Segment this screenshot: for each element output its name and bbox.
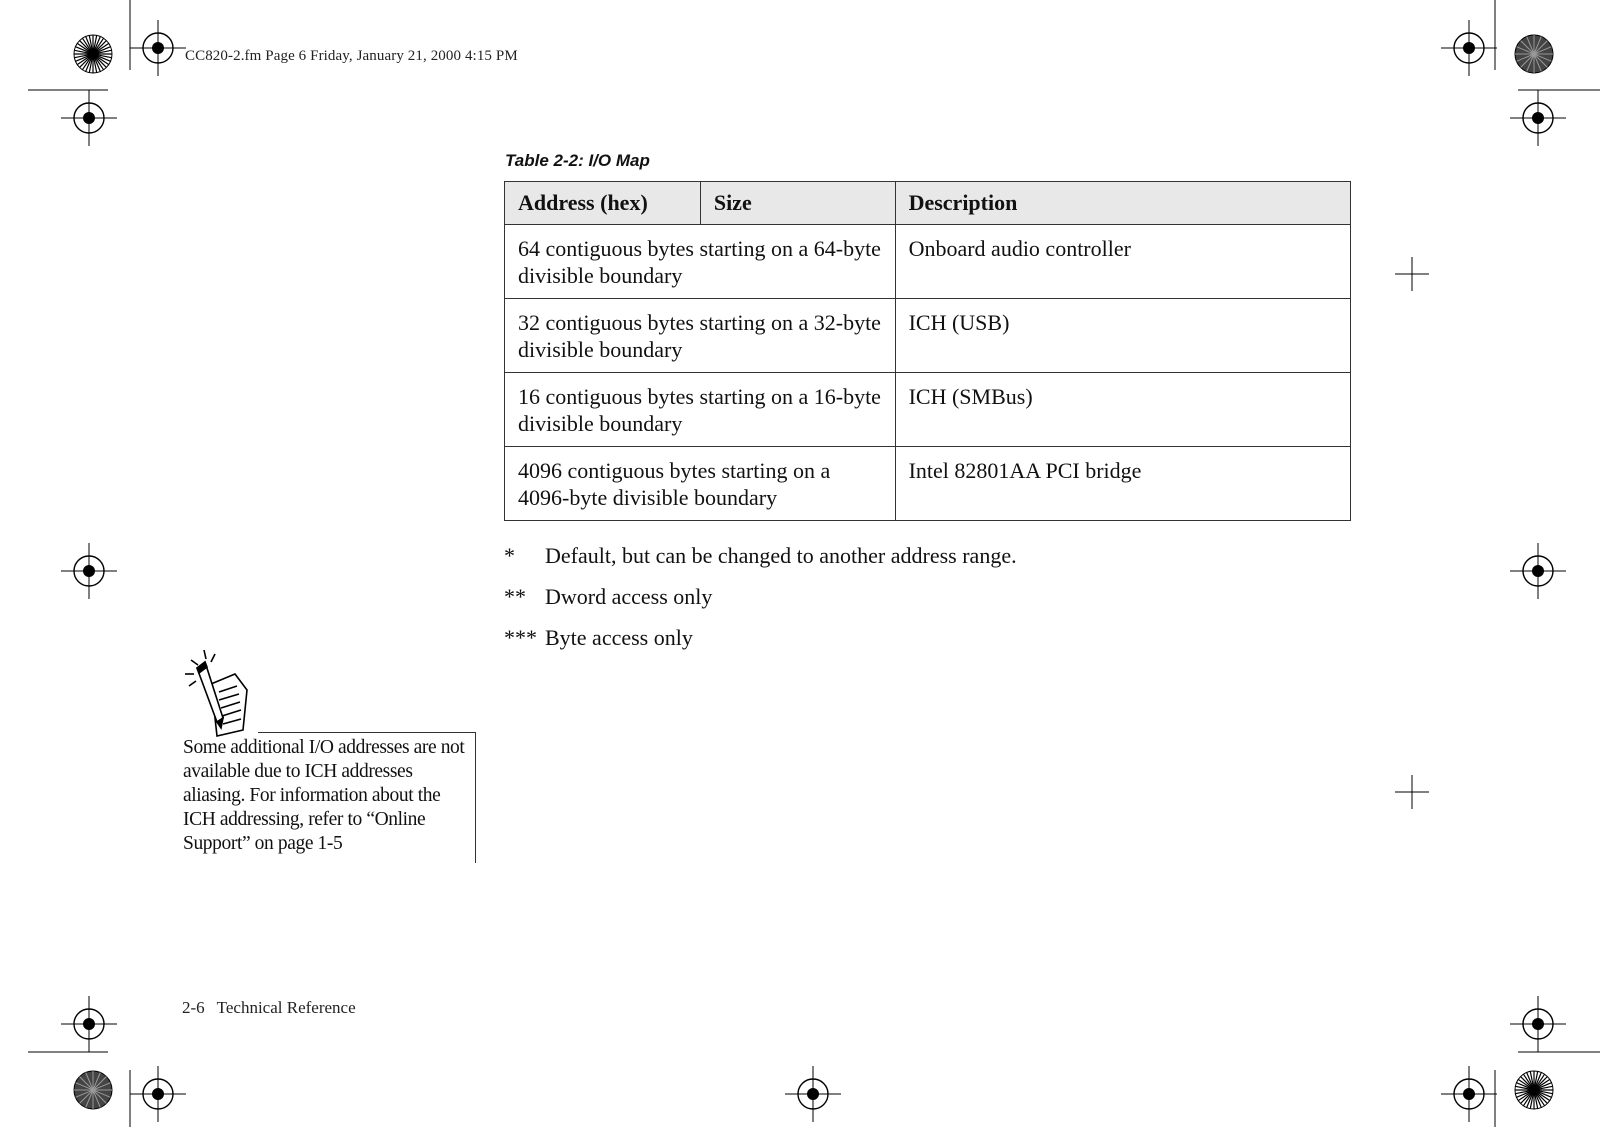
table-header-row [505,182,1351,225]
table-row [505,225,1351,299]
cell-description: Intel 82801AA PCI bridge [895,447,1350,521]
footnote [504,543,1017,569]
side-note-rule [258,732,476,733]
footnote-text: Byte access only [545,625,693,650]
page-footer [182,998,356,1018]
page-number: 2-6 [182,998,205,1017]
footnote-mark: *** [504,625,537,650]
cell-address-size: 16 contiguous bytes starting on a 16-byte divisible boundary [505,373,896,447]
footnote [504,584,712,610]
footnote [504,625,693,651]
footnote-mark: ** [504,584,526,609]
footnote-text: Dword access only [545,584,713,609]
footer-section-title: Technical Reference [216,998,356,1017]
cell-address-size: 64 contiguous bytes starting on a 64-byte divisible boundary [505,225,896,299]
note-pencil-icon [183,648,253,738]
cell-description: ICH (SMBus) [895,373,1350,447]
side-note-text: Some additional I/O addresses are not available due to ICH addresses aliasing. For information about the ICH addressing, refer to “Online Support” on page 1-5 [183,737,465,854]
table-row [505,299,1351,373]
footnote-text: Default, but can be changed to another address range. [545,543,1017,568]
cell-description: ICH (USB) [895,299,1350,373]
cell-address-size: 4096 contiguous bytes starting on a 4096-byte divisible boundary [505,447,896,521]
column-header-address: Address (hex) [505,182,701,225]
table-caption: Table 2-2: I/O Map [505,151,650,170]
side-note-rule [475,732,476,863]
io-map-table [504,181,1351,521]
file-info-header: CC820-2.fm Page 6 Friday, January 21, 2000 4:15 PM [185,48,518,64]
table-row [505,373,1351,447]
table-row [505,447,1351,521]
column-header-description: Description [895,182,1350,225]
cell-address-size: 32 contiguous bytes starting on a 32-byte divisible boundary [505,299,896,373]
column-header-size: Size [700,182,895,225]
cell-description: Onboard audio controller [895,225,1350,299]
footnote-mark: * [504,543,515,568]
